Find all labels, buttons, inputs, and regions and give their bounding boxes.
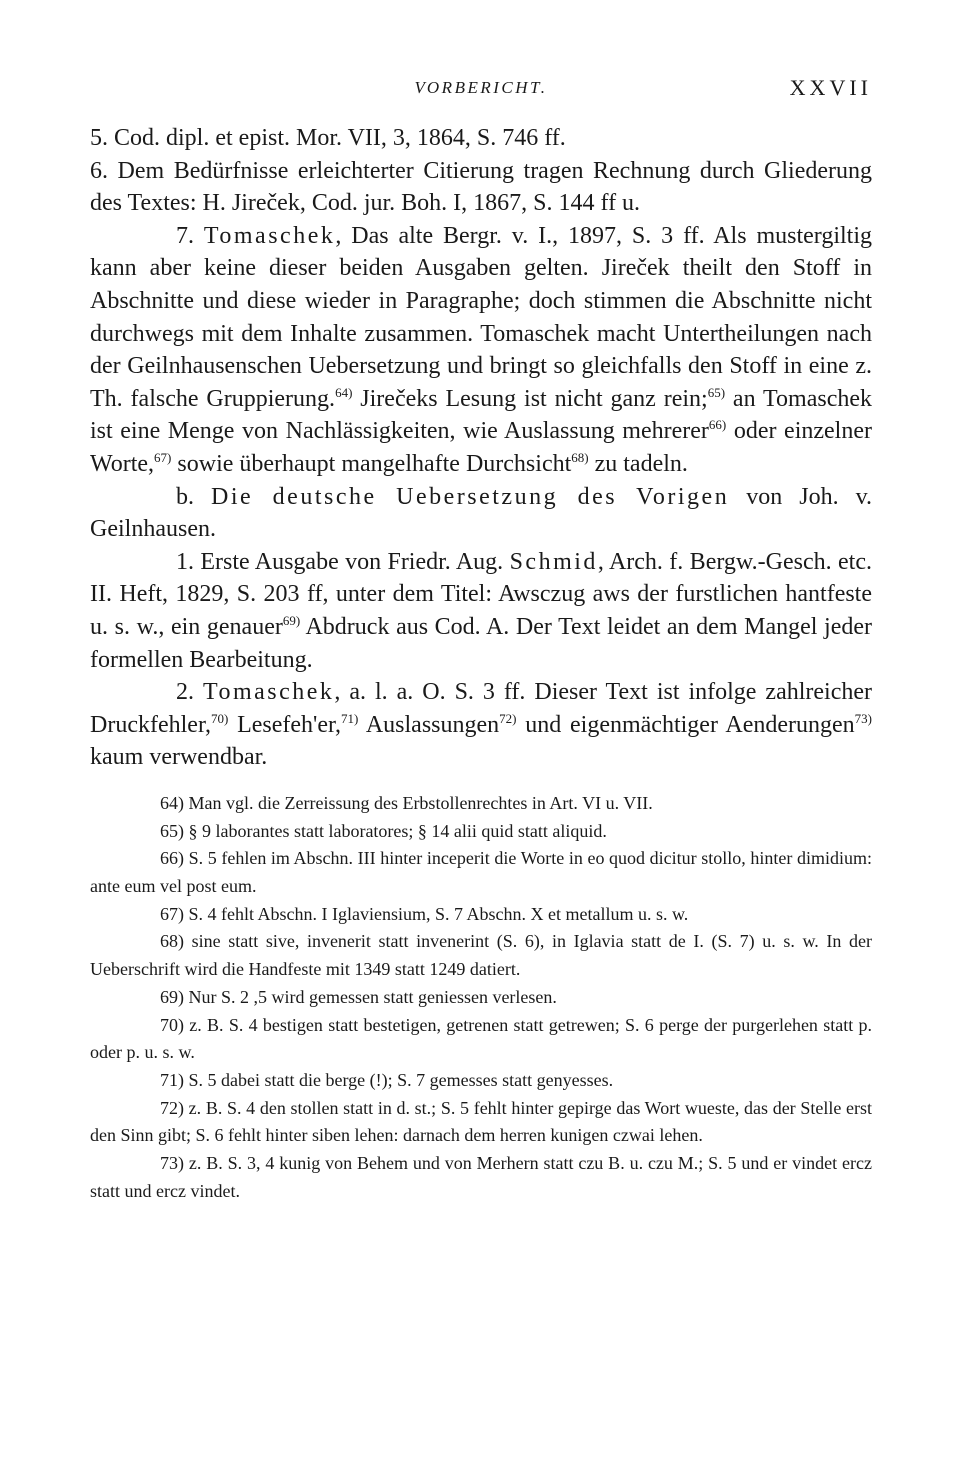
- paragraph-7-number: 7.: [176, 222, 194, 249]
- footnote-ref-68: 68): [571, 449, 589, 465]
- text: Auslassungen: [358, 711, 500, 738]
- running-head: VORBERICHT.: [414, 78, 548, 97]
- footnote-ref-67: 67): [154, 449, 172, 465]
- text: Lesefeh'er,: [228, 711, 342, 738]
- footnote-ref-66: 66): [708, 417, 727, 433]
- text: , Arch. f. Bergw.-Gesch. etc. II. Heft, 1829, S. 203 ff, unter dem Titel: Awsczug aws der furstlichen hantfeste u. s. w., ein genauer: [90, 548, 872, 640]
- footnote-ref-69: 69): [282, 612, 301, 628]
- text: zu tadeln.: [588, 450, 688, 477]
- footnotes: [90, 790, 872, 1206]
- footnote-67: 67) S. 4 fehlt Abschn. I Iglaviensium, S. 7 Abschn. X et metallum u. s. w.: [160, 903, 689, 924]
- footnote-72: 72) z. B. S. 4 den stollen statt in d. st.; S. 5 fehlt hinter gepirge das Wort wueste, das der Stelle erst den Sinn gibt; S. 6 fehlt hinter siben lehen: darnach dem herren kunigen czwai lehen.: [90, 1097, 872, 1146]
- text: Abdruck aus Cod. A. Der Text leidet an dem Mangel jeder formellen Bearbeitung.: [90, 613, 872, 673]
- footnote-ref-70: 70): [210, 710, 229, 726]
- footnote-ref-72: 72): [499, 710, 517, 726]
- text: von Joh. v. Geilnhausen.: [90, 483, 873, 543]
- body-text: [90, 122, 872, 774]
- footnote-64: 64) Man vgl. die Zerreissung des Erbstollenrechtes in Art. VI u. VII.: [160, 792, 653, 813]
- text: , Das alte Bergr. v. I., 1897, S. 3 ff. Als mustergiltig kann aber keine dieser beiden Ausgaben gelten. Jireček theilt den Stoff in Abschnitte und diese wieder in Paragraphe; doch stimmen die Abschnitte nicht durchwegs mit dem Inhalte zusammen. Tomaschek macht Untertheilungen nach der Geilnhausenschen Uebersetzung und bringt so gleichfalls den Stoff in eine z. Th. falsche Gruppierung.: [90, 222, 872, 412]
- footnote-70: 70) z. B. S. 4 bestigen statt bestetigen, getrenen statt getrewen; S. 6 perge der purgerlehen statt p. oder p. u. s. w.: [90, 1014, 872, 1063]
- footnote-ref-73: 73): [854, 710, 872, 726]
- text: kaum verwendbar.: [90, 744, 268, 771]
- page-header: [90, 75, 872, 122]
- footnote-73: 73) z. B. S. 3, 4 kunig von Behem und von Merhern statt czu B. u. czu M.; S. 5 und er vindet ercz statt und ercz vindet.: [90, 1153, 872, 1201]
- text: an Tomaschek ist eine Menge von Nachlässigkeiten, wie Auslassung mehrerer: [90, 385, 872, 445]
- footnote-68: 68) sine statt sive, invenerit statt invenerint (S. 6), in Iglavia statt de I. (S. 7) u. s. w. In der Ueberschrift wird die Handfeste mit 1349 statt 1249 datiert.: [90, 931, 872, 980]
- text: , a. l. a. O. S. 3 ff. Dieser Text ist infolge zahlreicher Druckfehler,: [90, 679, 872, 738]
- paragraph-6: 6. Dem Bedürfnisse erleichterter Citierung tragen Rechnung durch Gliederung des Textes: H. Jireček, Cod. jur. Boh. I, 1867, S. 144 ff u.: [90, 157, 872, 217]
- text: oder einzelner Worte,: [90, 418, 872, 477]
- text: b.: [176, 483, 212, 510]
- footnote-ref-64: 64): [335, 384, 353, 400]
- section-heading-b: [90, 481, 872, 546]
- paragraph-7: [90, 220, 872, 481]
- author-schmid: Schmid: [509, 548, 598, 575]
- footnote-65: 65) § 9 laborantes statt laboratores; § 14 alii quid statt aliquid.: [160, 820, 607, 841]
- text: sowie überhaupt mangelhafte Durchsicht: [171, 450, 572, 477]
- paragraph-5: 5. Cod. dipl. et epist. Mor. VII, 3, 1864, S. 746 ff.: [90, 125, 566, 151]
- text: 2.: [176, 679, 203, 706]
- paragraph-1: [90, 546, 872, 676]
- footnote-66: 66) S. 5 fehlen im Abschn. III hinter inceperit die Worte in eo quod dicitur stollo, hinter dimidium: ante eum vel post eum.: [90, 848, 872, 896]
- text: Jirečeks Lesung ist nicht ganz rein;: [352, 385, 708, 412]
- spaced-title: Die deutsche Uebersetzung des Vorigen: [211, 483, 730, 510]
- footnote-ref-65: 65): [707, 384, 726, 400]
- author-tomaschek: Tomaschek: [202, 679, 335, 706]
- paragraph-2: [90, 676, 872, 774]
- footnote-69: 69) Nur S. 2 ,5 wird gemessen statt geniessen verlesen.: [160, 986, 557, 1007]
- text: 1. Erste Ausgabe von Friedr. Aug.: [176, 548, 510, 575]
- footnote-71: 71) S. 5 dabei statt die berge (!); S. 7 gemesses statt genyesses.: [160, 1069, 614, 1090]
- page-number: XXVII: [789, 75, 872, 100]
- text: und eigenmächtiger Aenderungen: [516, 711, 855, 738]
- footnote-ref-71: 71): [341, 710, 359, 726]
- author-tomaschek: Tomaschek: [203, 222, 336, 249]
